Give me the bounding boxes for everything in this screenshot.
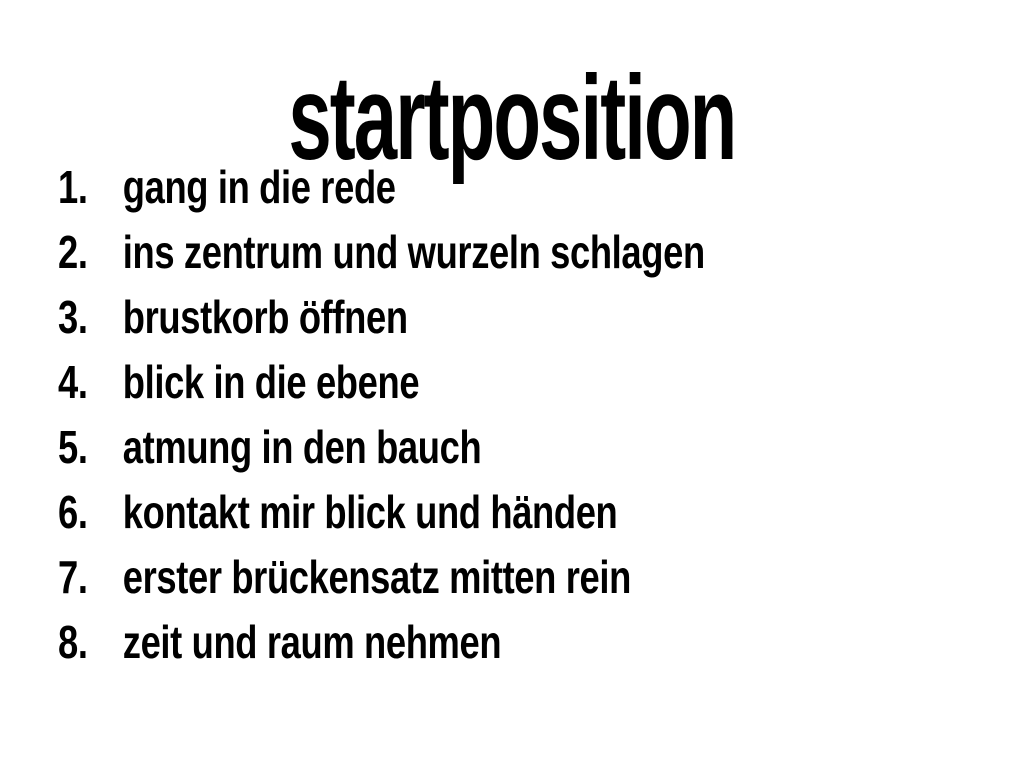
list-item-text: atmung in den bauch bbox=[122, 421, 482, 473]
list-item-number: 1. bbox=[58, 161, 88, 213]
list-item bbox=[58, 220, 1006, 285]
list-item-number: 4. bbox=[58, 356, 88, 408]
list-item-number: 6. bbox=[58, 486, 88, 538]
list-item-number: 3. bbox=[58, 291, 88, 343]
list-item bbox=[58, 610, 1006, 675]
list-item-number: 5. bbox=[58, 421, 88, 473]
list-item-number: 2. bbox=[58, 226, 88, 278]
list-item-text: gang in die rede bbox=[122, 161, 396, 213]
list-item bbox=[58, 285, 1006, 350]
slide-title-text: startposition bbox=[288, 51, 736, 185]
list-item-text: erster brückensatz mitten rein bbox=[122, 551, 631, 603]
list-item bbox=[58, 480, 1006, 545]
list-item bbox=[58, 415, 1006, 480]
list-item-number: 8. bbox=[58, 616, 88, 668]
list-item-text: ins zentrum und wurzeln schlagen bbox=[122, 226, 705, 278]
list-item-number: 7. bbox=[58, 551, 88, 603]
list-item-text: blick in die ebene bbox=[122, 356, 420, 408]
list-item-text: kontakt mir blick und händen bbox=[122, 486, 618, 538]
list-item-text: brustkorb öffnen bbox=[122, 291, 408, 343]
list-item bbox=[58, 155, 1006, 220]
numbered-list bbox=[58, 155, 1006, 675]
list-item bbox=[58, 350, 1006, 415]
list-item-text: zeit und raum nehmen bbox=[122, 616, 502, 668]
list-item bbox=[58, 545, 1006, 610]
